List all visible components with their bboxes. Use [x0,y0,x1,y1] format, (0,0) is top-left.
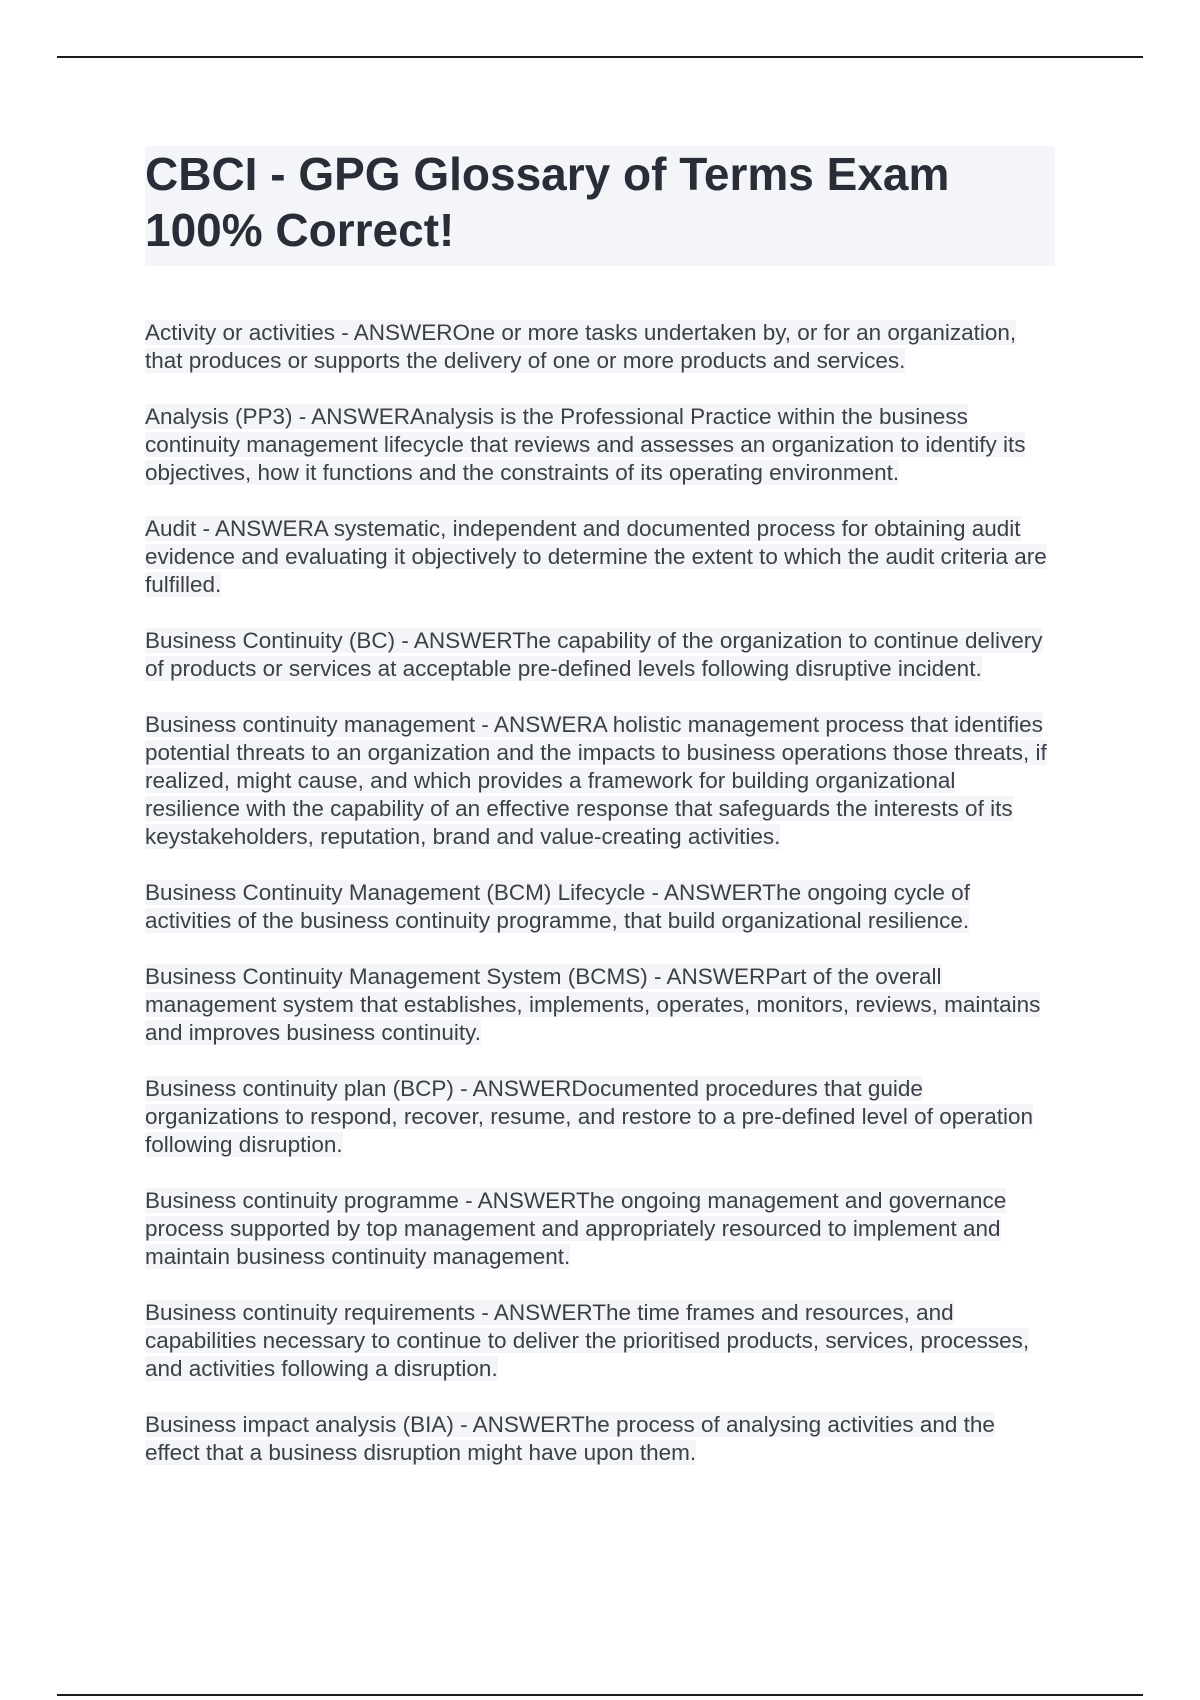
glossary-list [145,319,1055,1467]
glossary-entry: Business Continuity (BC) - ANSWERThe capability of the organization to continue delivery of products or services at acceptable pre-defined levels following disruptive incident. [145,628,1043,681]
top-rule [57,56,1143,58]
glossary-entry: Business continuity plan (BCP) - ANSWERDocumented procedures that guide organizations to respond, recover, resume, and restore to a pre-defined level of operation following disruption. [145,1076,1034,1157]
document-body [145,146,1055,1495]
glossary-entry: Business impact analysis (BIA) - ANSWERThe process of analysing activities and the effect that a business disruption might have upon them. [145,1412,995,1465]
glossary-entry: Business continuity management - ANSWERA holistic management process that identifies potential threats to an organization and the impacts to business operations those threats, if realized, might cause, and which provides a framework for building organizational resilience with the capability of an effective response that safeguards the interests of its keystakeholders, reputation, brand and value-creating activities. [145,712,1047,849]
glossary-entry: Business Continuity Management System (BCMS) - ANSWERPart of the overall management system that establishes, implements, operates, monitors, reviews, maintains and improves business continuity. [145,964,1041,1045]
glossary-entry: Activity or activities - ANSWEROne or more tasks undertaken by, or for an organization, that produces or supports the delivery of one or more products and services. [145,320,1017,373]
glossary-entry: Audit - ANSWERA systematic, independent and documented process for obtaining audit evidence and evaluating it objectively to determine the extent to which the audit criteria are fulfilled. [145,516,1047,597]
glossary-entry: Business Continuity Management (BCM) Lifecycle - ANSWERThe ongoing cycle of activities of the business continuity programme, that build organizational resilience. [145,880,970,933]
glossary-entry: Business continuity requirements - ANSWERThe time frames and resources, and capabilities necessary to continue to deliver the prioritised products, services, processes, and activities following a disruption. [145,1300,1030,1381]
glossary-entry: Analysis (PP3) - ANSWERAnalysis is the Professional Practice within the business continuity management lifecycle that reviews and assesses an organization to identify its objectives, how it functions and the constraints of its operating environment. [145,404,1026,485]
bottom-rule [57,1694,1143,1696]
document-title: CBCI - GPG Glossary of Terms Exam 100% Correct! [145,146,1055,266]
glossary-entry: Business continuity programme - ANSWERThe ongoing management and governance process supported by top management and appropriately resourced to implement and maintain business continuity management. [145,1188,1007,1269]
